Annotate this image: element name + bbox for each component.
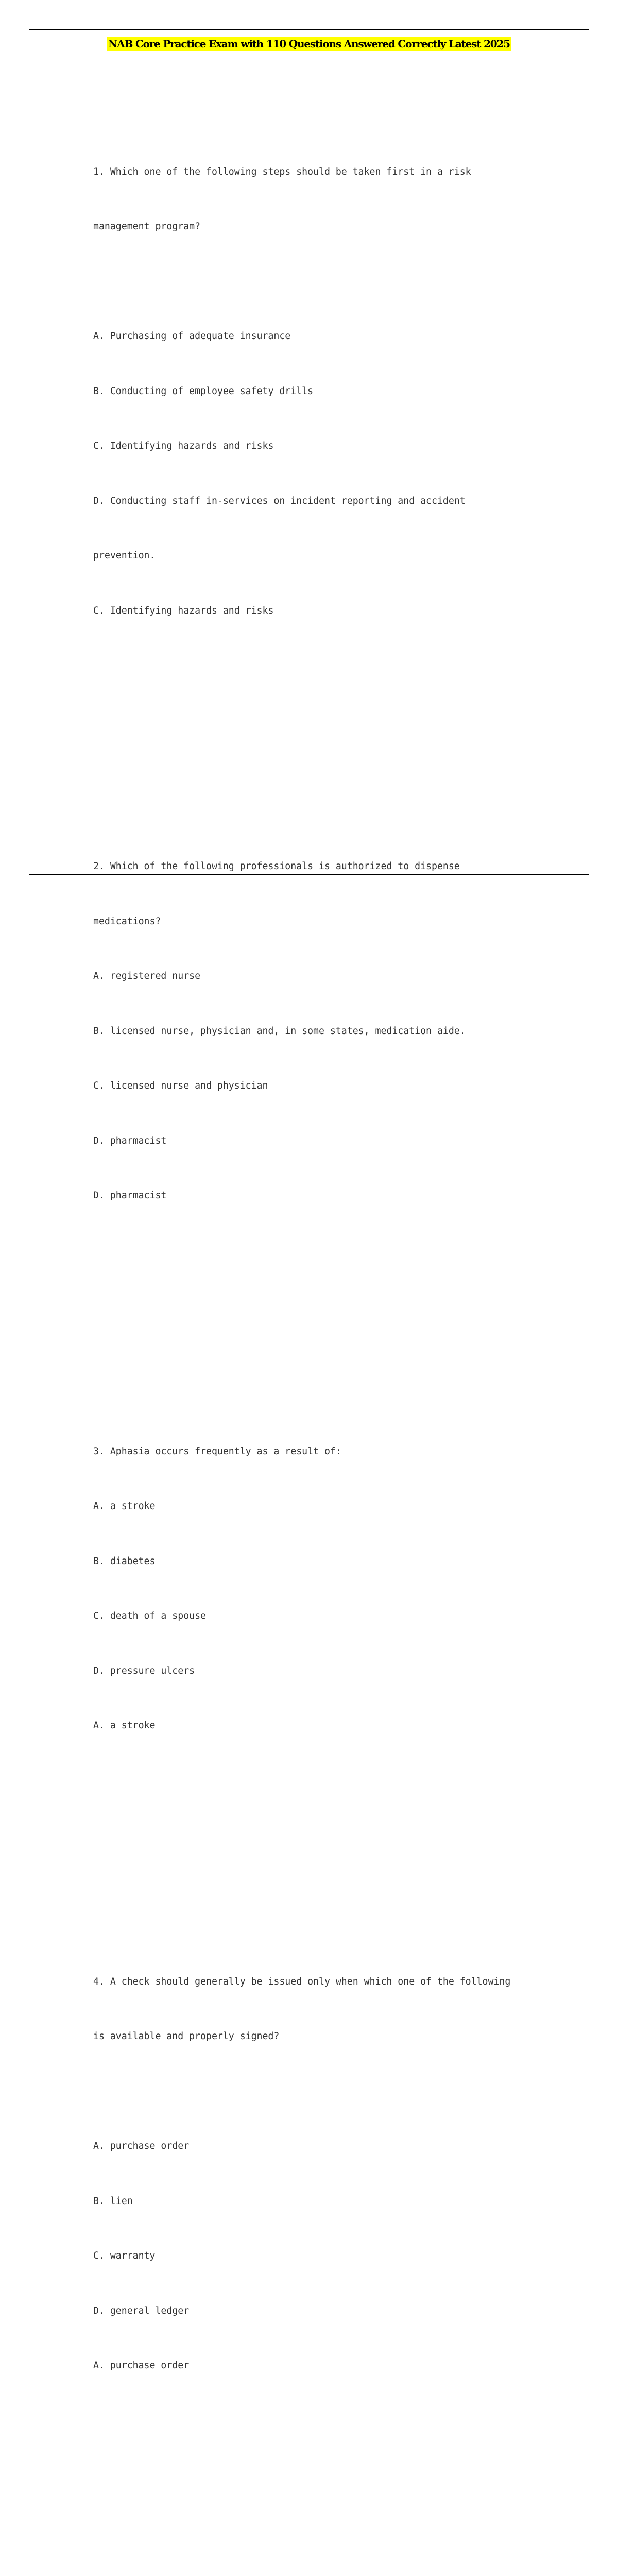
- question-text-cont: medications?: [93, 912, 546, 931]
- question-text: 4. A check should generally be issued only when which one of the following: [93, 1973, 546, 1991]
- answer: D. pharmacist: [93, 1187, 546, 1205]
- question-2: [93, 821, 546, 1242]
- answer: A. purchase order: [93, 2357, 546, 2375]
- option-c: C. licensed nurse and physician: [93, 1077, 546, 1095]
- top-rule: [29, 29, 589, 30]
- option-a: A. purchase order: [93, 2137, 546, 2156]
- option-d-cont: prevention.: [93, 547, 546, 565]
- question-3: [93, 1406, 546, 1772]
- option-c: C. death of a spouse: [93, 1607, 546, 1625]
- option-d: D. pressure ulcers: [93, 1662, 546, 1681]
- option-a: A. a stroke: [93, 1497, 546, 1516]
- answer: C. Identifying hazards and risks: [93, 602, 546, 620]
- option-d: D. general ledger: [93, 2302, 546, 2320]
- question-4: [93, 1936, 546, 2412]
- option-b: B. licensed nurse, physician and, in some states, medication aide.: [93, 1022, 546, 1041]
- question-1: [93, 126, 546, 657]
- option-b: B. Conducting of employee safety drills: [93, 382, 546, 401]
- option-b: B. diabetes: [93, 1552, 546, 1571]
- option-b: B. lien: [93, 2192, 546, 2211]
- bottom-rule: [29, 874, 589, 875]
- option-c: C. warranty: [93, 2247, 546, 2265]
- option-d: D. Conducting staff in-services on incident reporting and accident: [93, 492, 546, 511]
- question-text-cont: management program?: [93, 217, 546, 236]
- option-a: A. registered nurse: [93, 967, 546, 986]
- question-text: 3. Aphasia occurs frequently as a result of:: [93, 1443, 546, 1461]
- option-c: C. Identifying hazards and risks: [93, 437, 546, 455]
- option-d: D. pharmacist: [93, 1132, 546, 1150]
- question-text: 1. Which one of the following steps should be taken first in a risk: [93, 163, 546, 181]
- document-body: [93, 71, 546, 2576]
- question-text: 2. Which of the following professionals is authorized to dispense: [93, 857, 546, 876]
- option-a: A. Purchasing of adequate insurance: [93, 327, 546, 346]
- question-text-cont: is available and properly signed?: [93, 2027, 546, 2046]
- answer: A. a stroke: [93, 1717, 546, 1735]
- title-wrapper: [0, 37, 618, 51]
- document-title: NAB Core Practice Exam with 110 Questions Answered Correctly Latest 2025: [107, 37, 511, 51]
